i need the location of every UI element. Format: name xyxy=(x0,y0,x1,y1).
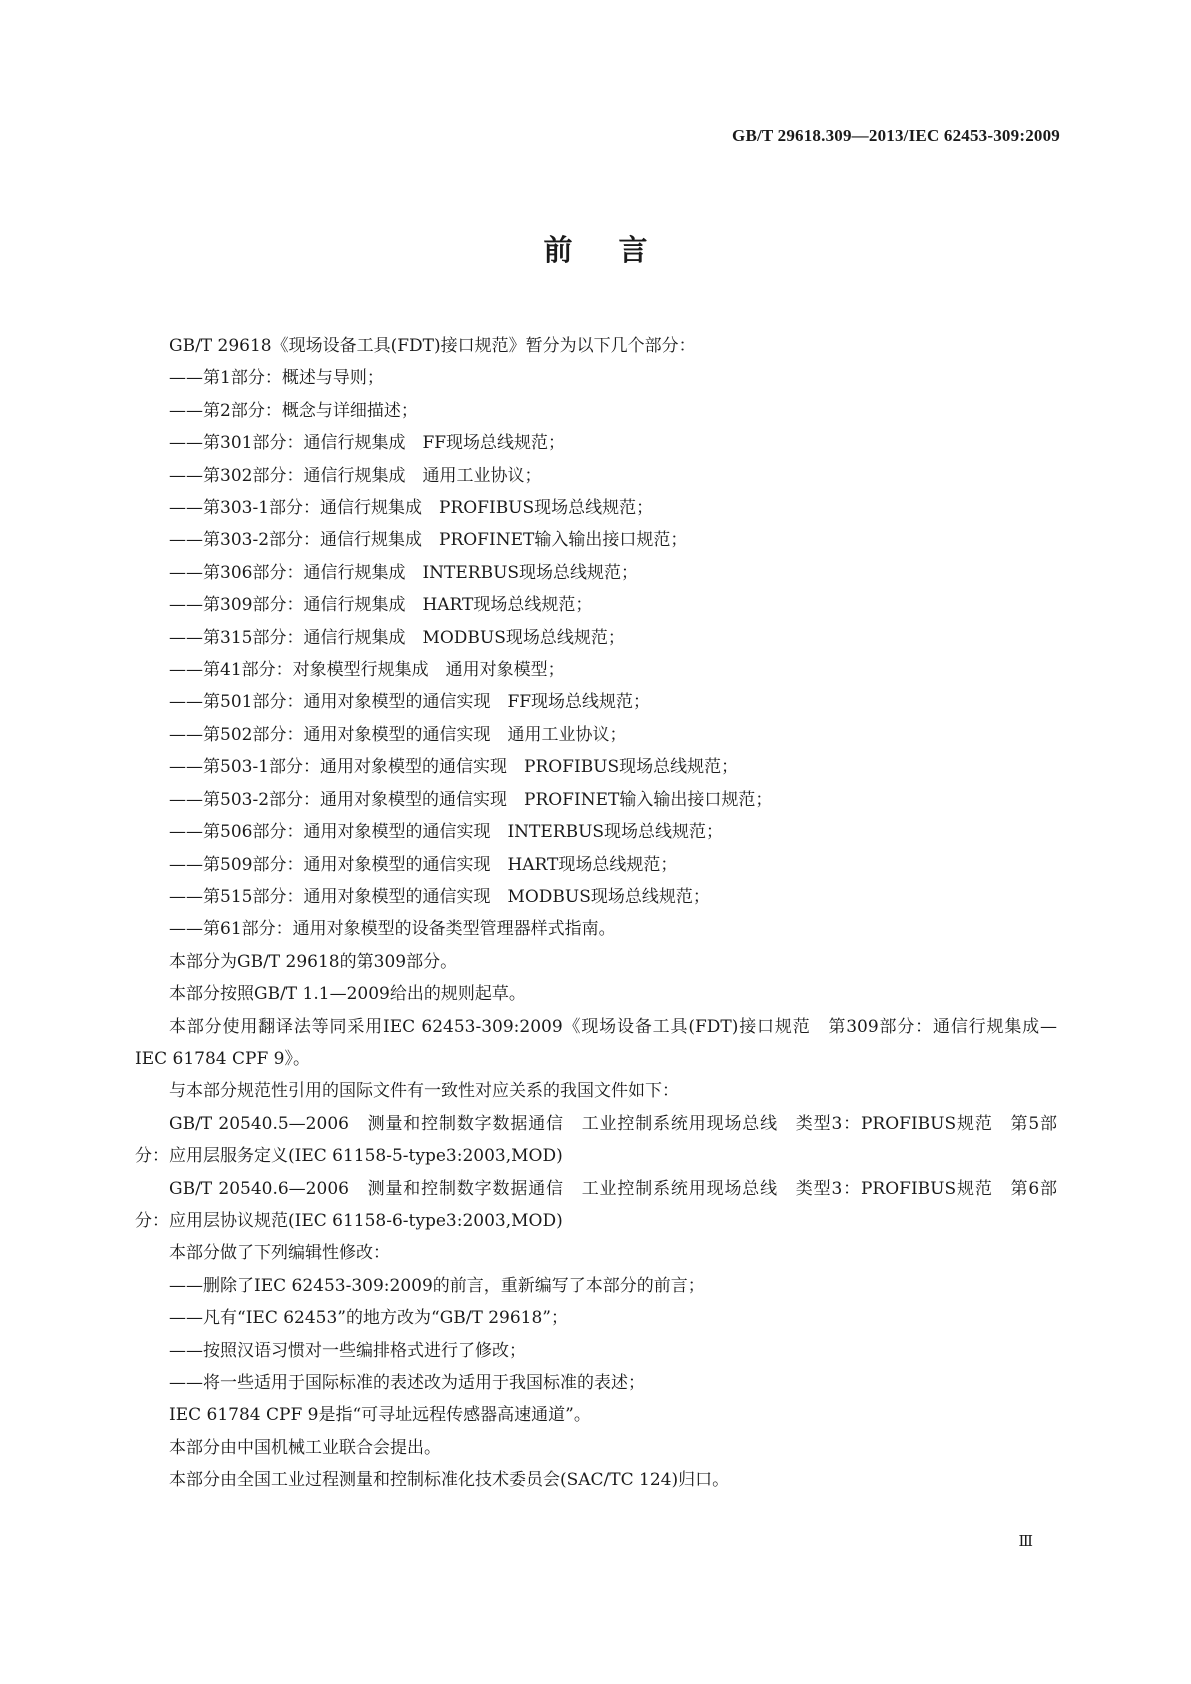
list-item: ——凡有“IEC 62453”的地方改为“GB/T 29618”； xyxy=(169,1308,569,1329)
list-item: ——按照汉语习惯对一些编排格式进行了修改； xyxy=(169,1340,526,1361)
list-item: ——第303-1部分：通信行规集成 PROFIBUS现场总线规范； xyxy=(169,498,654,519)
edits-list xyxy=(135,1270,1057,1400)
list-item: ——第515部分：通用对象模型的通信实现 MODBUS现场总线规范； xyxy=(169,886,710,907)
page-number: Ⅲ xyxy=(1018,1532,1033,1550)
list-item: ——第61部分：通用对象模型的设备类型管理器样式指南。 xyxy=(169,919,616,940)
edits-intro-paragraph: 本部分做了下列编辑性修改： xyxy=(169,1243,390,1264)
list-item: ——第1部分：概述与导则； xyxy=(169,368,384,389)
proposed-by-paragraph: 本部分由中国机械工业联合会提出。 xyxy=(169,1437,441,1458)
list-item: ——第506部分：通用对象模型的通信实现 INTERBUS现场总线规范； xyxy=(169,822,724,843)
cpf-paragraph: IEC 61784 CPF 9是指“可寻址远程传感器高速通道”。 xyxy=(169,1405,591,1426)
list-item: ——第309部分：通信行规集成 HART现场总线规范； xyxy=(169,595,593,616)
list-item: ——第41部分：对象模型行规集成 通用对象模型； xyxy=(169,660,565,681)
list-item: ——第302部分：通信行规集成 通用工业协议； xyxy=(169,465,542,486)
reference-paragraph: GB/T 20540.5—2006 测量和控制数字数据通信 工业控制系统用现场总线 类型3：PROFIBUS规范 第5部分：应用层服务定义(IEC 61158-5-type3:2003,MOD) xyxy=(135,1113,1057,1167)
translation-paragraph: 本部分使用翻译法等同采用IEC 62453-309:2009《现场设备工具(FDT)接口规范 第309部分：通信行规集成—IEC 61784 CPF 9》。 xyxy=(135,1016,1057,1069)
list-item: ——第306部分：通信行规集成 INTERBUS现场总线规范； xyxy=(169,562,639,583)
list-item: ——第2部分：概念与详细描述； xyxy=(169,400,418,421)
list-item: ——第301部分：通信行规集成 FF现场总线规范； xyxy=(169,433,566,454)
references-intro-paragraph: 与本部分规范性引用的国际文件有一致性对应关系的我国文件如下： xyxy=(169,1081,679,1102)
intro-paragraph: GB/T 29618《现场设备工具(FDT)接口规范》暂分为以下几个部分： xyxy=(169,336,696,356)
page-title: 前言 xyxy=(543,233,694,267)
list-item: ——第503-1部分：通用对象模型的通信实现 PROFIBUS现场总线规范； xyxy=(169,757,739,778)
parts-list xyxy=(135,362,1057,945)
standard-number-header: GB/T 29618.309—2013/IEC 62453-309:2009 xyxy=(732,126,1060,145)
list-item: ——第509部分：通用对象模型的通信实现 HART现场总线规范； xyxy=(169,854,678,875)
drafting-paragraph: 本部分按照GB/T 1.1—2009给出的规则起草。 xyxy=(169,984,526,1005)
list-item: ——第315部分：通信行规集成 MODBUS现场总线规范； xyxy=(169,627,625,648)
managed-by-paragraph: 本部分由全国工业过程测量和控制标准化技术委员会(SAC/TC 124)归口。 xyxy=(169,1470,730,1491)
list-item: ——第502部分：通用对象模型的通信实现 通用工业协议； xyxy=(169,724,627,745)
foreword-body xyxy=(135,330,1057,1497)
list-item: ——删除了IEC 62453-309:2009的前言，重新编写了本部分的前言； xyxy=(169,1275,705,1296)
list-item: ——将一些适用于国际标准的表述改为适用于我国标准的表述； xyxy=(169,1373,645,1393)
list-item: ——第303-2部分：通信行规集成 PROFINET输入输出接口规范； xyxy=(169,530,688,551)
part-of-paragraph: 本部分为GB/T 29618的第309部分。 xyxy=(169,951,458,972)
reference-paragraph: GB/T 20540.6—2006 测量和控制数字数据通信 工业控制系统用现场总线 类型3：PROFIBUS规范 第6部分：应用层协议规范(IEC 61158-6-type3:2003,MOD) xyxy=(135,1178,1057,1231)
list-item: ——第501部分：通用对象模型的通信实现 FF现场总线规范； xyxy=(169,692,651,713)
list-item: ——第503-2部分：通用对象模型的通信实现 PROFINET输入输出接口规范； xyxy=(169,789,773,810)
